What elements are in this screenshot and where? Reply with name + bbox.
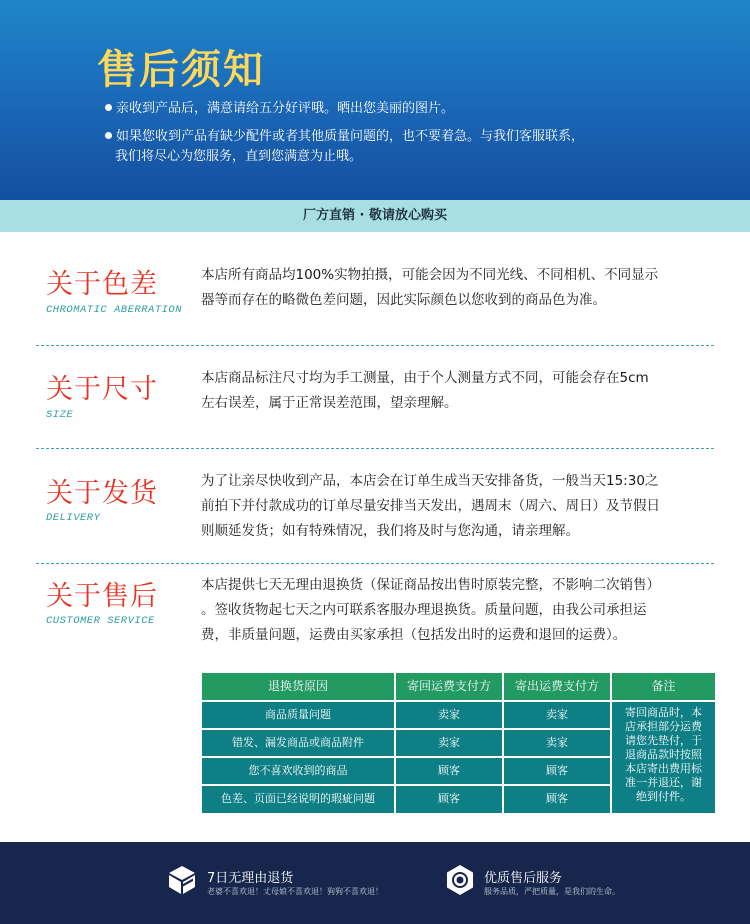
section-line: 本店所有商品均100%实物拍摄，可能会因为不同光线、不同相机、不同显示	[201, 267, 659, 283]
section-text-service	[201, 573, 706, 648]
table-cell-reason: 商品质量问题	[265, 708, 331, 721]
table-cell-return-payer: 卖家	[438, 708, 460, 721]
table-note	[612, 702, 715, 813]
header-bullet-1	[105, 98, 454, 119]
header-bullet-2	[105, 126, 584, 147]
column-separator	[394, 702, 396, 813]
section-line: 左右误差，属于正常误差范围，望亲理解。	[201, 395, 458, 411]
section-subtitle-color: CHROMATIC ABERRATION	[46, 304, 183, 316]
table-row	[202, 730, 610, 756]
table-cell-reason: 色差、页面已经说明的瑕疵问题	[221, 792, 375, 805]
table-header-reason: 退换货原因	[202, 673, 394, 700]
note-line: 本店寄出费用标	[625, 762, 702, 775]
footer-right-subtitle: 服务品质，严把质量，是我们的生命。	[484, 887, 620, 896]
header-bullet-1-text: 亲收到产品后，满意请给五分好评哦。晒出您美丽的图片。	[116, 101, 455, 116]
note-line: 店承担部分运费	[625, 720, 702, 733]
banner-text: 厂方直销 · 敬请放心购买	[303, 208, 447, 223]
table-header-return-shipping: 寄回运费支付方	[396, 673, 502, 700]
table-cell-send-payer: 卖家	[546, 736, 568, 749]
header-bullet-2-continued: 我们将尽心为您服务，直到您满意为止哦。	[115, 149, 363, 164]
section-line: 费，非质量问题，运费由买家承担（包括发出时的运费和退回的运费）。	[201, 627, 627, 643]
dashed-divider	[36, 563, 714, 564]
section-subtitle-delivery: DELIVERY	[46, 512, 101, 524]
section-text-size	[201, 366, 706, 416]
table-cell-reason: 您不喜欢收到的商品	[248, 764, 348, 777]
table-cell-return-payer: 卖家	[438, 736, 460, 749]
bullet-dot-icon	[105, 104, 112, 111]
section-text-color	[201, 263, 706, 313]
note-line: 寄回商品时，本	[625, 706, 702, 719]
box-icon	[166, 864, 198, 896]
note-line: 退商品款时按照	[625, 748, 702, 761]
section-title-delivery: 关于发货	[46, 478, 158, 509]
table-cell-return-payer: 顾客	[438, 764, 460, 777]
table-cell-send-payer: 顾客	[546, 764, 568, 777]
table-row	[202, 786, 610, 813]
section-title-service: 关于售后	[46, 581, 158, 612]
table-header-send-shipping: 寄出运费支付方	[504, 673, 610, 700]
table-row	[202, 758, 610, 784]
section-title-size: 关于尺寸	[46, 374, 158, 405]
note-line: 绝到付件。	[636, 790, 691, 803]
footer-right-title: 优质售后服务	[484, 871, 563, 886]
footer-bar	[0, 842, 750, 924]
table-cell-send-payer: 卖家	[546, 708, 568, 721]
section-text-delivery	[201, 469, 706, 544]
section-line: 则顺延发货；如有特殊情况，我们将及时与您沟通，请亲理解。	[201, 523, 579, 539]
gear-icon	[444, 864, 476, 896]
table-cell-reason: 错发、漏发商品或商品附件	[232, 736, 364, 749]
section-subtitle-size: SIZE	[46, 409, 74, 421]
page-title: 售后须知	[97, 46, 265, 93]
return-policy-table	[202, 673, 715, 813]
table-cell-return-payer: 顾客	[438, 792, 460, 805]
factory-direct-banner	[0, 200, 750, 232]
header-bullet-2-text: 如果您收到产品有缺少配件或者其他质量问题的，也不要着急。与我们客服联系，	[116, 129, 585, 144]
dashed-divider	[36, 448, 714, 449]
note-line: 准一并退还，谢	[625, 776, 702, 789]
section-title-color: 关于色差	[46, 269, 158, 300]
table-row	[202, 702, 610, 728]
footer-left-title: 7日无理由退货	[207, 871, 294, 886]
section-line: 本店提供七天无理由退换货（保证商品按出售时原装完整，不影响二次销售）	[201, 577, 660, 593]
header-banner	[0, 0, 750, 200]
section-line: 为了让亲尽快收到产品，本店会在订单生成当天安排备货，一般当天15:30之	[201, 473, 659, 489]
bullet-dot-icon	[105, 132, 112, 139]
section-line: 器等而存在的略微色差问题，因此实际颜色以您收到的商品色为准。	[201, 292, 606, 308]
table-header-note: 备注	[612, 673, 715, 700]
column-separator	[502, 702, 504, 813]
note-line: 请您先垫付，于	[625, 734, 702, 747]
section-subtitle-service: CUSTOMER SERVICE	[46, 615, 155, 627]
footer-left-subtitle: 老婆不喜欢退！丈母娘不喜欢退！狗狗不喜欢退！	[207, 887, 383, 896]
section-line: 本店商品标注尺寸均为手工测量，由于个人测量方式不同，可能会存在5cm	[201, 370, 649, 386]
section-line: 。签收货物起七天之内可联系客服办理退换货。质量问题，由我公司承担运	[201, 602, 647, 618]
table-cell-send-payer: 顾客	[546, 792, 568, 805]
dashed-divider	[36, 345, 714, 346]
section-line: 前拍下并付款成功的订单尽量安排当天发出，遇周末（周六、周日）及节假日	[201, 498, 660, 514]
